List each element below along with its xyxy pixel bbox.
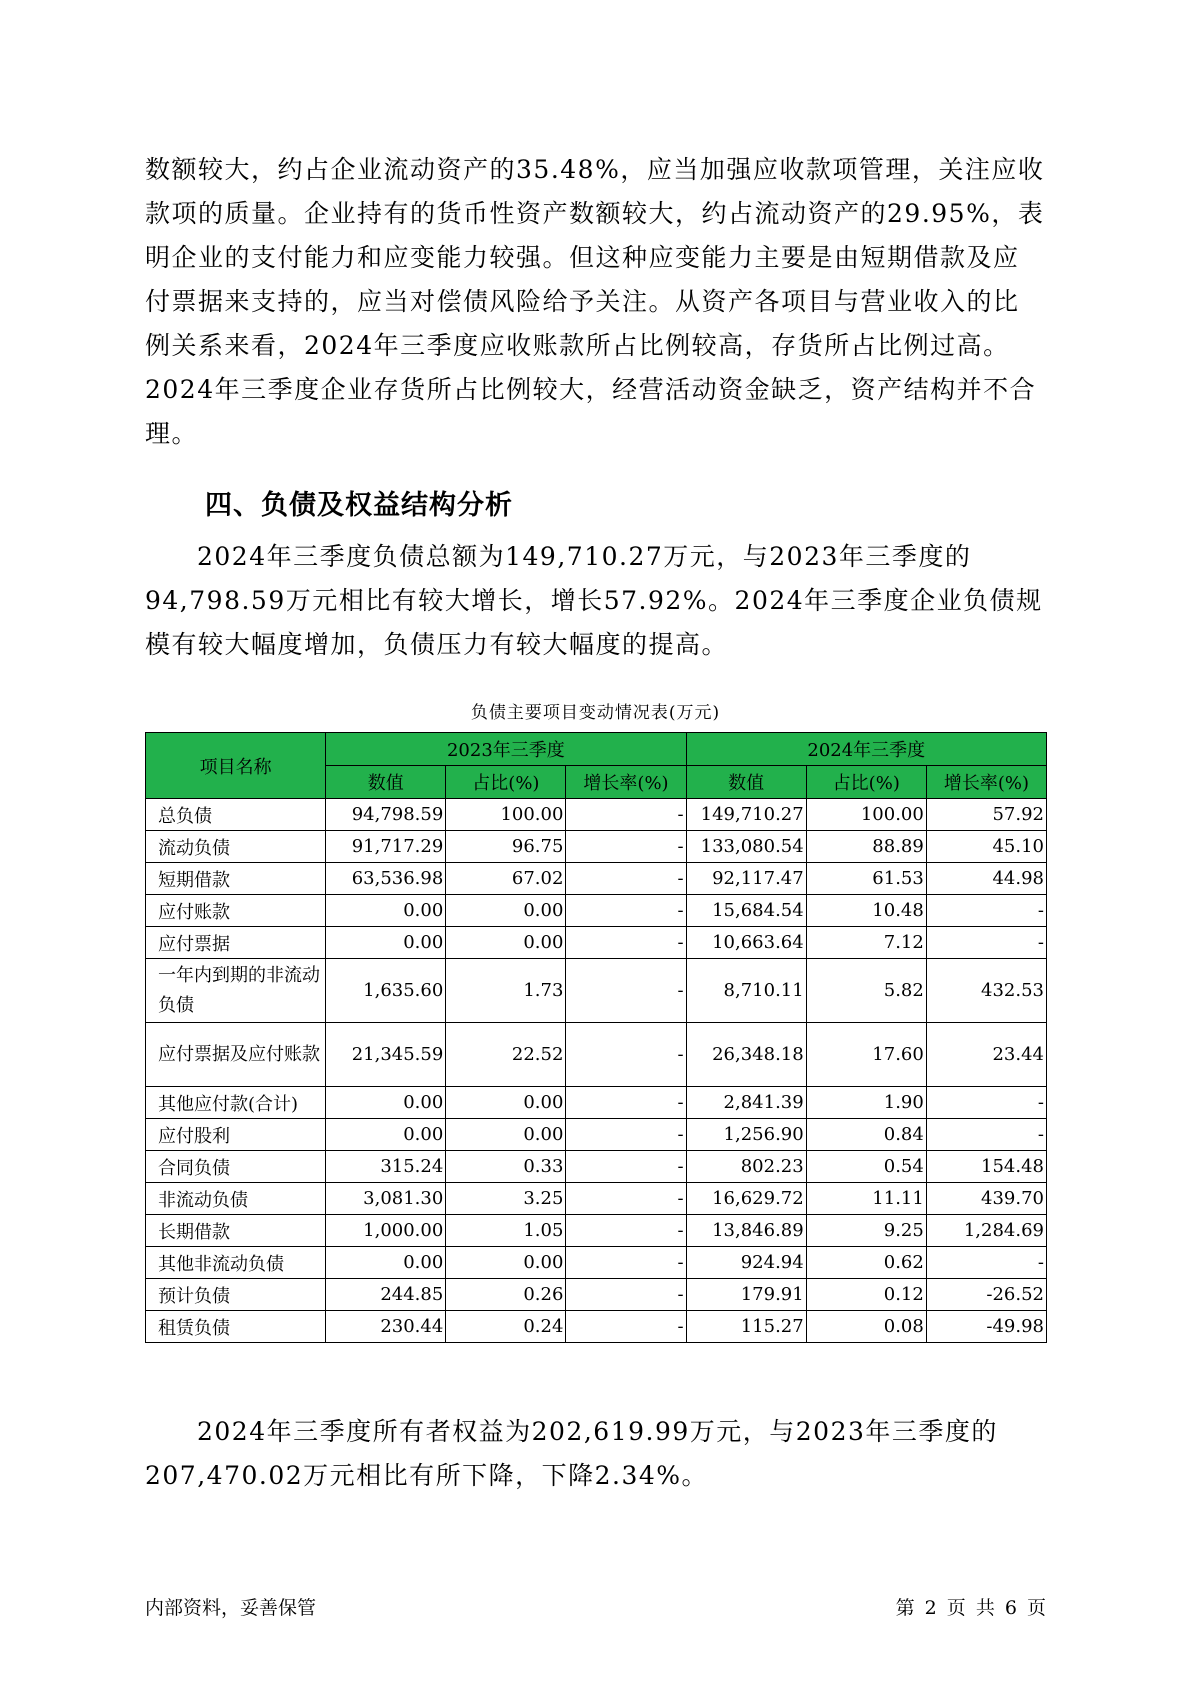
table-row bbox=[146, 1087, 1047, 1119]
share-2024: 1.90 bbox=[806, 1087, 926, 1119]
share-2024: 0.84 bbox=[806, 1119, 926, 1151]
share-2023: 100.00 bbox=[446, 799, 566, 831]
value-2023: 3,081.30 bbox=[326, 1183, 446, 1215]
share-2023: 0.00 bbox=[446, 927, 566, 959]
value-2024: 8,710.11 bbox=[686, 959, 806, 1023]
share-2024: 0.12 bbox=[806, 1279, 926, 1311]
value-2024: 92,117.47 bbox=[686, 863, 806, 895]
table-row bbox=[146, 1279, 1047, 1311]
share-2023: 0.26 bbox=[446, 1279, 566, 1311]
value-2024: 15,684.54 bbox=[686, 895, 806, 927]
table-row bbox=[146, 831, 1047, 863]
growth-2024: -26.52 bbox=[926, 1279, 1046, 1311]
value-2023: 0.00 bbox=[326, 1247, 446, 1279]
section-heading: 四、负债及权益结构分析 bbox=[205, 490, 513, 521]
share-2024: 10.48 bbox=[806, 895, 926, 927]
value-2024: 13,846.89 bbox=[686, 1215, 806, 1247]
growth-2024: 432.53 bbox=[926, 959, 1046, 1023]
share-2024: 5.82 bbox=[806, 959, 926, 1023]
row-name: 应付账款 bbox=[146, 895, 326, 927]
table-row bbox=[146, 959, 1047, 1023]
value-2023: 91,717.29 bbox=[326, 831, 446, 863]
share-2024: 11.11 bbox=[806, 1183, 926, 1215]
growth-2023: - bbox=[566, 831, 686, 863]
share-2023: 1.05 bbox=[446, 1215, 566, 1247]
value-2024: 16,629.72 bbox=[686, 1183, 806, 1215]
table-caption: 负债主要项目变动情况表(万元) bbox=[470, 703, 721, 723]
table-row bbox=[146, 1119, 1047, 1151]
header-share-2023: 占比(%) bbox=[446, 766, 566, 799]
value-2023: 315.24 bbox=[326, 1151, 446, 1183]
table-row bbox=[146, 1311, 1047, 1343]
share-2023: 0.33 bbox=[446, 1151, 566, 1183]
growth-2023: - bbox=[566, 863, 686, 895]
share-2024: 0.08 bbox=[806, 1311, 926, 1343]
table-row bbox=[146, 799, 1047, 831]
value-2023: 0.00 bbox=[326, 1087, 446, 1119]
header-period-2024: 2024年三季度 bbox=[686, 733, 1046, 766]
table-row bbox=[146, 1151, 1047, 1183]
growth-2023: - bbox=[566, 1183, 686, 1215]
share-2023: 96.75 bbox=[446, 831, 566, 863]
growth-2024: - bbox=[926, 1119, 1046, 1151]
value-2023: 1,635.60 bbox=[326, 959, 446, 1023]
growth-2023: - bbox=[566, 1023, 686, 1087]
share-2023: 0.00 bbox=[446, 895, 566, 927]
row-name: 其他应付款(合计) bbox=[146, 1087, 326, 1119]
table-row bbox=[146, 1183, 1047, 1215]
table-body bbox=[146, 799, 1047, 1343]
growth-2023: - bbox=[566, 1215, 686, 1247]
row-name: 其他非流动负债 bbox=[146, 1247, 326, 1279]
growth-2024: - bbox=[926, 927, 1046, 959]
share-2023: 1.73 bbox=[446, 959, 566, 1023]
share-2023: 0.00 bbox=[446, 1247, 566, 1279]
share-2024: 100.00 bbox=[806, 799, 926, 831]
equity-paragraph: 2024年三季度所有者权益为202,619.99万元，与2023年三季度的207,470.02万元相比有所下降，下降2.34%。 bbox=[145, 1417, 998, 1490]
value-2024: 26,348.18 bbox=[686, 1023, 806, 1087]
table-row bbox=[146, 895, 1047, 927]
value-2023: 0.00 bbox=[326, 1119, 446, 1151]
share-2024: 17.60 bbox=[806, 1023, 926, 1087]
row-name: 应付股利 bbox=[146, 1119, 326, 1151]
growth-2023: - bbox=[566, 927, 686, 959]
liability-table bbox=[145, 732, 1047, 1343]
row-name: 租赁负债 bbox=[146, 1311, 326, 1343]
value-2023: 1,000.00 bbox=[326, 1215, 446, 1247]
value-2023: 21,345.59 bbox=[326, 1023, 446, 1087]
table-row bbox=[146, 1023, 1047, 1087]
growth-2024: - bbox=[926, 1247, 1046, 1279]
share-2023: 67.02 bbox=[446, 863, 566, 895]
share-2023: 0.00 bbox=[446, 1087, 566, 1119]
value-2024: 2,841.39 bbox=[686, 1087, 806, 1119]
growth-2023: - bbox=[566, 1279, 686, 1311]
value-2024: 149,710.27 bbox=[686, 799, 806, 831]
growth-2023: - bbox=[566, 959, 686, 1023]
growth-2023: - bbox=[566, 799, 686, 831]
footer-confidential-note: 内部资料，妥善保管 bbox=[145, 1597, 317, 1619]
growth-2024: - bbox=[926, 1087, 1046, 1119]
table-row bbox=[146, 927, 1047, 959]
growth-2024: - bbox=[926, 895, 1046, 927]
value-2024: 924.94 bbox=[686, 1247, 806, 1279]
value-2023: 230.44 bbox=[326, 1311, 446, 1343]
header-growth-2024: 增长率(%) bbox=[926, 766, 1046, 799]
share-2023: 3.25 bbox=[446, 1183, 566, 1215]
header-item-name: 项目名称 bbox=[146, 733, 326, 799]
header-value-2024: 数值 bbox=[686, 766, 806, 799]
value-2023: 0.00 bbox=[326, 927, 446, 959]
table-header bbox=[146, 733, 1047, 799]
share-2023: 22.52 bbox=[446, 1023, 566, 1087]
growth-2023: - bbox=[566, 1151, 686, 1183]
value-2024: 133,080.54 bbox=[686, 831, 806, 863]
share-2024: 88.89 bbox=[806, 831, 926, 863]
share-2024: 0.62 bbox=[806, 1247, 926, 1279]
value-2023: 0.00 bbox=[326, 895, 446, 927]
growth-2024: 44.98 bbox=[926, 863, 1046, 895]
growth-2024: 1,284.69 bbox=[926, 1215, 1046, 1247]
value-2023: 63,536.98 bbox=[326, 863, 446, 895]
header-growth-2023: 增长率(%) bbox=[566, 766, 686, 799]
row-name: 一年内到期的非流动负债 bbox=[146, 959, 326, 1023]
value-2024: 179.91 bbox=[686, 1279, 806, 1311]
liability-paragraph: 2024年三季度负债总额为149,710.27万元，与2023年三季度的94,798.59万元相比有较大增长，增长57.92%。2024年三季度企业负债规模有较大幅度增加，负债压力有较大幅度的提高。 bbox=[145, 542, 1043, 659]
growth-2024: 154.48 bbox=[926, 1151, 1046, 1183]
value-2023: 94,798.59 bbox=[326, 799, 446, 831]
intro-paragraph: 数额较大，约占企业流动资产的35.48%，应当加强应收款项管理，关注应收款项的质量。企业持有的货币性资产数额较大，约占流动资产的29.95%，表明企业的支付能力和应变能力较强。但这种应变能力主要是由短期借款及应付票据来支持的，应当对偿债风险给予关注。从资产各项目与营业收入的比例关系来看，2024年三季度应收账款所占比例较高，存货所占比例过高。2024年三季度企业存货所占比例较大，经营活动资金缺乏，资产结构并不合理。 bbox=[145, 155, 1045, 448]
share-2023: 0.24 bbox=[446, 1311, 566, 1343]
share-2024: 0.54 bbox=[806, 1151, 926, 1183]
share-2024: 9.25 bbox=[806, 1215, 926, 1247]
share-2024: 61.53 bbox=[806, 863, 926, 895]
row-name: 非流动负债 bbox=[146, 1183, 326, 1215]
table-row bbox=[146, 1247, 1047, 1279]
growth-2024: -49.98 bbox=[926, 1311, 1046, 1343]
row-name: 流动负债 bbox=[146, 831, 326, 863]
row-name: 合同负债 bbox=[146, 1151, 326, 1183]
footer-page-number: 第 2 页 共 6 页 bbox=[895, 1597, 1046, 1619]
row-name: 应付票据 bbox=[146, 927, 326, 959]
value-2023: 244.85 bbox=[326, 1279, 446, 1311]
growth-2023: - bbox=[566, 1311, 686, 1343]
growth-2023: - bbox=[566, 1119, 686, 1151]
value-2024: 802.23 bbox=[686, 1151, 806, 1183]
row-name: 长期借款 bbox=[146, 1215, 326, 1247]
growth-2024: 45.10 bbox=[926, 831, 1046, 863]
growth-2024: 23.44 bbox=[926, 1023, 1046, 1087]
share-2024: 7.12 bbox=[806, 927, 926, 959]
table-row bbox=[146, 863, 1047, 895]
table-row bbox=[146, 1215, 1047, 1247]
value-2024: 10,663.64 bbox=[686, 927, 806, 959]
row-name: 总负债 bbox=[146, 799, 326, 831]
row-name: 预计负债 bbox=[146, 1279, 326, 1311]
value-2024: 1,256.90 bbox=[686, 1119, 806, 1151]
growth-2023: - bbox=[566, 1087, 686, 1119]
header-share-2024: 占比(%) bbox=[806, 766, 926, 799]
share-2023: 0.00 bbox=[446, 1119, 566, 1151]
row-name: 应付票据及应付账款 bbox=[146, 1023, 326, 1087]
header-period-2023: 2023年三季度 bbox=[326, 733, 686, 766]
growth-2023: - bbox=[566, 1247, 686, 1279]
growth-2024: 57.92 bbox=[926, 799, 1046, 831]
value-2024: 115.27 bbox=[686, 1311, 806, 1343]
growth-2024: 439.70 bbox=[926, 1183, 1046, 1215]
header-value-2023: 数值 bbox=[326, 766, 446, 799]
growth-2023: - bbox=[566, 895, 686, 927]
row-name: 短期借款 bbox=[146, 863, 326, 895]
